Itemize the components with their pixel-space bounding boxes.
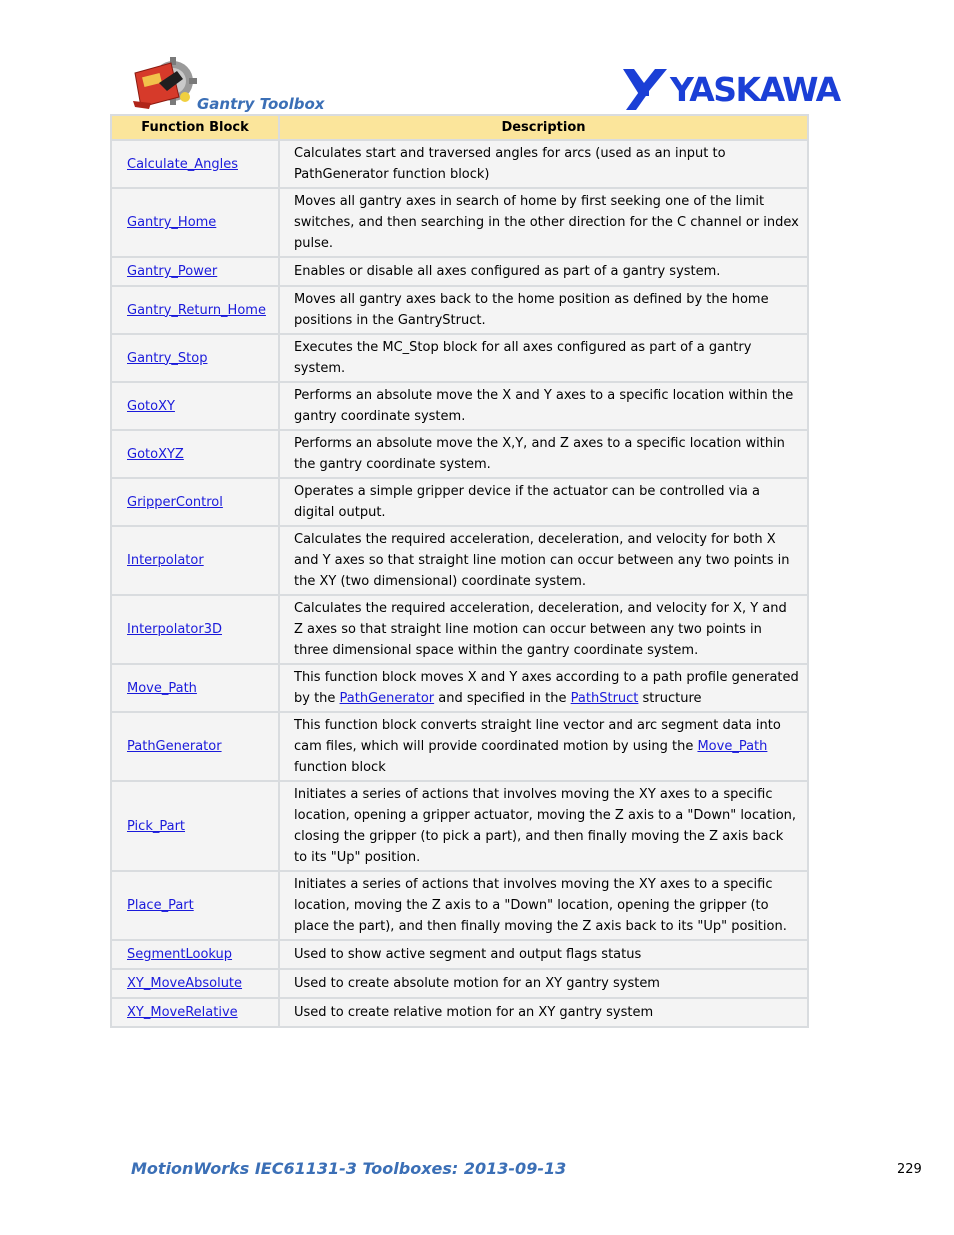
table-row (111, 140, 808, 188)
description-text: Performs an absolute move the X,Y, and Z axes to a specific location within the gantry coordinate system. (294, 436, 785, 472)
table-row (111, 382, 808, 430)
description-link[interactable]: PathGenerator (339, 691, 435, 706)
function-block-cell (111, 188, 279, 257)
function-block-link[interactable]: SegmentLookup (127, 947, 233, 962)
description-text: This function block moves X and Y axes according to a path profile generated by the (294, 670, 799, 706)
table-row (111, 478, 808, 526)
function-block-cell (111, 940, 279, 969)
description-text: function block (294, 760, 386, 775)
function-block-link[interactable]: GripperControl (127, 494, 223, 510)
description-text: This function block converts straight line vector and arc segment data into cam files, which will provide coordinated motion by using the (294, 718, 781, 754)
description-cell (279, 871, 808, 940)
description-text: Enables or disable all axes configured as part of a gantry system. (294, 264, 721, 279)
description-text: Calculates start and traversed angles for arcs (used as an input to PathGenerator function block) (294, 146, 726, 182)
description-cell (279, 712, 808, 781)
description-text: Moves all gantry axes in search of home by first seeking one of the limit switches, and then searching in the other direction for the C channel or index pulse. (294, 194, 799, 251)
description-cell (279, 188, 808, 257)
description-text: Performs an absolute move the X and Y axes to a specific location within the gantry coordinate system. (294, 388, 794, 424)
description-cell (279, 969, 808, 998)
function-block-link[interactable]: XY_MoveAbsolute (127, 976, 243, 991)
column-header-function-block: Function Block (111, 115, 279, 140)
table-row (111, 664, 808, 712)
function-block-link[interactable]: PathGenerator (127, 739, 222, 754)
description-text: Used to create relative motion for an XY gantry system (294, 1005, 654, 1020)
description-text: Calculates the required acceleration, deceleration, and velocity for both X and Y axes so that straight line motion can occur between any two points in the XY (two dimensional) coordinate system. (294, 532, 790, 589)
description-text: Calculates the required acceleration, deceleration, and velocity for X, Y and Z axes so that straight line motion can occur between any two points in three dimensional space within the gantry coordinate system. (294, 601, 787, 658)
function-block-cell (111, 526, 279, 595)
function-block-cell (111, 595, 279, 664)
table-row (111, 286, 808, 334)
table-row (111, 430, 808, 478)
yaskawa-mark-icon (622, 66, 668, 112)
description-text: and specified in the (434, 691, 571, 706)
table-row (111, 998, 808, 1027)
description-cell (279, 257, 808, 286)
page-number: 229 (897, 1162, 922, 1177)
function-block-link[interactable]: Gantry_Stop (127, 350, 208, 366)
column-header-description: Description (279, 115, 808, 140)
description-cell (279, 334, 808, 382)
function-block-cell (111, 430, 279, 478)
table-row (111, 188, 808, 257)
description-cell (279, 664, 808, 712)
function-block-cell (111, 969, 279, 998)
function-block-cell (111, 871, 279, 940)
function-block-link[interactable]: Gantry_Home (127, 215, 217, 230)
description-text: Initiates a series of actions that involves moving the XY axes to a specific location, moving the Z axis to a "Down" location, opening the gripper (to place the part), and then finally moving the Z axis back to its "Up" position. (294, 877, 787, 934)
description-text: Moves all gantry axes back to the home position as defined by the home positions in the GantryStruct. (294, 292, 769, 328)
function-block-link[interactable]: Pick_Part (127, 818, 186, 834)
description-link[interactable]: PathStruct (570, 691, 639, 706)
description-cell (279, 781, 808, 871)
function-block-link[interactable]: GotoXY (127, 398, 175, 414)
function-block-cell (111, 664, 279, 712)
description-text: Executes the MC_Stop block for all axes configured as part of a gantry system. (294, 340, 752, 376)
description-text: Initiates a series of actions that involves moving the XY axes to a specific location, opening a gripper actuator, moving the Z axis to a "Down" location, closing the gripper (to pick a part), and then finally moving the Z axis back to its "Up" position. (294, 787, 797, 865)
footer-title: MotionWorks IEC61131-3 Toolboxes: 2013-09-13 (131, 1159, 567, 1178)
function-block-table (110, 114, 809, 1028)
brand-name: YASKAWA (670, 69, 840, 109)
table-row (111, 940, 808, 969)
description-cell (279, 595, 808, 664)
description-cell (279, 526, 808, 595)
function-block-cell (111, 781, 279, 871)
function-block-link[interactable]: GotoXYZ (127, 446, 184, 462)
description-text: Used to create absolute motion for an XY gantry system (294, 976, 660, 991)
function-block-cell (111, 712, 279, 781)
function-block-cell (111, 334, 279, 382)
brand-logo (622, 66, 840, 112)
section-title: Gantry Toolbox (197, 95, 325, 113)
description-text: Operates a simple gripper device if the actuator can be controlled via a digital output. (294, 484, 760, 520)
function-block-link[interactable]: Interpolator3D (127, 622, 222, 637)
function-block-cell (111, 286, 279, 334)
function-block-cell (111, 257, 279, 286)
description-text: Used to show active segment and output flags status (294, 947, 642, 962)
table-row (111, 969, 808, 998)
description-text: structure (638, 691, 702, 706)
description-cell (279, 286, 808, 334)
toolbox-logo-icon (131, 57, 197, 111)
description-cell (279, 382, 808, 430)
function-block-link[interactable]: Place_Part (127, 898, 194, 913)
table-row (111, 595, 808, 664)
function-block-link[interactable]: XY_MoveRelative (127, 1005, 238, 1020)
description-cell (279, 430, 808, 478)
description-cell (279, 140, 808, 188)
function-block-cell (111, 140, 279, 188)
description-cell (279, 998, 808, 1027)
table-header-row (111, 115, 808, 140)
table-row (111, 871, 808, 940)
function-block-cell (111, 382, 279, 430)
table-row (111, 257, 808, 286)
function-block-link[interactable]: Interpolator (127, 553, 204, 568)
function-block-link[interactable]: Move_Path (127, 680, 197, 696)
table-row (111, 334, 808, 382)
function-block-link[interactable]: Calculate_Angles (127, 156, 238, 172)
function-block-link[interactable]: Gantry_Return_Home (127, 302, 266, 318)
function-block-cell (111, 998, 279, 1027)
description-cell (279, 940, 808, 969)
function-block-link[interactable]: Gantry_Power (127, 264, 218, 279)
table-row (111, 712, 808, 781)
table-row (111, 526, 808, 595)
function-block-cell (111, 478, 279, 526)
description-link[interactable]: Move_Path (697, 739, 768, 754)
table-row (111, 781, 808, 871)
description-cell (279, 478, 808, 526)
